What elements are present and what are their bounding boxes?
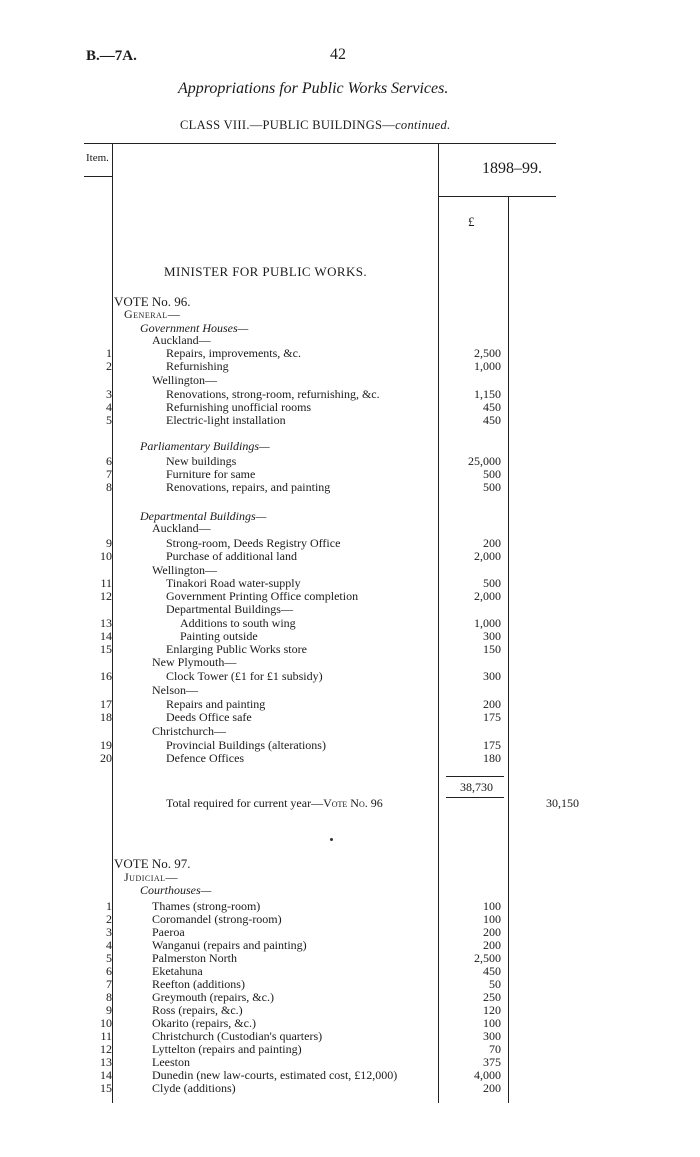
- item-amount: 450: [483, 964, 501, 978]
- vote96-row: [0, 414, 700, 427]
- item-amount: 200: [483, 536, 501, 550]
- vote96-row: [0, 550, 700, 563]
- item-number: 8: [106, 480, 112, 494]
- vote97-row: [0, 1082, 700, 1095]
- item-description: New buildings: [166, 454, 237, 468]
- item-description: Refurnishing unofficial rooms: [166, 400, 312, 414]
- item-description: Dunedin (new law-courts, estimated cost, £12,000): [152, 1068, 398, 1082]
- running-title: Appropriations for Public Works Services.: [178, 80, 449, 97]
- item-description: Okarito (repairs, &c.): [152, 1016, 256, 1030]
- item-description: Defence Offices: [166, 751, 245, 765]
- item-number: 17: [100, 697, 112, 711]
- item-number: 13: [100, 1055, 112, 1069]
- vote96-row: [0, 401, 700, 414]
- item-amount: 500: [483, 467, 501, 481]
- item-number: 1: [106, 899, 112, 913]
- item-description: Repairs and painting: [166, 697, 266, 711]
- item-description: Electric-light installation: [166, 413, 286, 427]
- item-description: Tinakori Road water-supply: [166, 576, 301, 590]
- item-amount: 200: [483, 697, 501, 711]
- vote96-section: General—: [124, 307, 181, 321]
- item-description: Coromandel (strong-room): [152, 912, 282, 926]
- vote96-row: [0, 455, 700, 468]
- vote96-row: [0, 670, 700, 683]
- item-amount: 2,000: [474, 589, 501, 603]
- item-description: Additions to south wing: [180, 616, 296, 630]
- item-description: Renovations, repairs, and painting: [166, 480, 331, 494]
- item-description: Greymouth (repairs, &c.): [152, 990, 274, 1004]
- group-auckland: Auckland—: [152, 333, 211, 347]
- item-number: 9: [106, 1003, 112, 1017]
- item-description: Enlarging Public Works store: [166, 642, 307, 656]
- item-description: Government Printing Office completion: [166, 589, 359, 603]
- item-description: Christchurch (Custodian's quarters): [152, 1029, 323, 1043]
- minister-heading: MINISTER FOR PUBLIC WORKS.: [164, 264, 368, 279]
- item-amount: 300: [483, 1029, 501, 1043]
- vote96-row: [0, 347, 700, 360]
- vote97-row: [0, 900, 700, 913]
- item-amount: 500: [483, 480, 501, 494]
- vote96-row: [0, 468, 700, 481]
- item-number: 12: [100, 589, 112, 603]
- item-description: Palmerston North: [152, 951, 237, 965]
- vote97-row: [0, 913, 700, 926]
- vote96-total-amount: 30,150: [546, 796, 579, 810]
- group-nelson: Nelson—: [152, 683, 198, 697]
- item-description: Paeroa: [152, 925, 185, 939]
- vote96-sum: 38,730: [460, 780, 493, 794]
- item-number: 7: [106, 977, 112, 991]
- vote96-row: [0, 388, 700, 401]
- group-courthouses: Courthouses—: [140, 883, 212, 897]
- group-departmental-buildings: Departmental Buildings—: [140, 509, 267, 523]
- item-number: 6: [106, 454, 112, 468]
- item-number: 3: [106, 925, 112, 939]
- item-column-header: Item.: [86, 152, 109, 164]
- item-number: 4: [106, 938, 112, 952]
- item-number: 7: [106, 467, 112, 481]
- vote97-row: [0, 991, 700, 1004]
- vote96-title: VOTE No. 96.: [114, 294, 191, 309]
- item-amount: 120: [483, 1003, 501, 1017]
- item-description: Painting outside: [180, 629, 258, 643]
- year-head-rule: [438, 196, 556, 197]
- item-amount: 4,000: [474, 1068, 501, 1082]
- item-amount: 25,000: [468, 454, 501, 468]
- group-christchurch: Christchurch—: [152, 724, 226, 738]
- vote97-row: [0, 926, 700, 939]
- item-number: 10: [100, 1016, 112, 1030]
- vote97-row: [0, 965, 700, 978]
- item-number: 14: [100, 629, 112, 643]
- item-description: Strong-room, Deeds Registry Office: [166, 536, 341, 550]
- vote97-row: [0, 952, 700, 965]
- item-amount: 300: [483, 669, 501, 683]
- item-amount: 175: [483, 710, 501, 724]
- item-amount: 1,150: [474, 387, 501, 401]
- vote96-row: [0, 643, 700, 656]
- vote97-title: VOTE No. 97.: [114, 856, 191, 871]
- item-number: 14: [100, 1068, 112, 1082]
- item-amount: 70: [489, 1042, 501, 1056]
- vote96-row: [0, 752, 700, 765]
- item-number: 15: [100, 642, 112, 656]
- group-wellington-2: Wellington—: [152, 563, 218, 577]
- item-description: Ross (repairs, &c.): [152, 1003, 243, 1017]
- item-description: Clock Tower (£1 for £1 subsidy): [166, 669, 323, 683]
- item-amount: 200: [483, 938, 501, 952]
- item-number: 3: [106, 387, 112, 401]
- item-number: 15: [100, 1081, 112, 1095]
- item-amount: 175: [483, 738, 501, 752]
- item-number: 9: [106, 536, 112, 550]
- sum-rule-top: [446, 776, 504, 777]
- table-top-rule: [84, 143, 556, 144]
- sum-rule-bottom: [446, 797, 504, 798]
- item-number: 8: [106, 990, 112, 1004]
- item-number: 12: [100, 1042, 112, 1056]
- item-amount: 100: [483, 912, 501, 926]
- item-number: 10: [100, 549, 112, 563]
- item-amount: 2,500: [474, 951, 501, 965]
- item-amount: 150: [483, 642, 501, 656]
- item-amount: 200: [483, 925, 501, 939]
- vote96-row: [0, 711, 700, 724]
- item-number: 20: [100, 751, 112, 765]
- item-amount: 200: [483, 1081, 501, 1095]
- item-description: Deeds Office safe: [166, 710, 252, 724]
- group-departmental-sub: Departmental Buildings—: [166, 602, 293, 616]
- class-heading: [180, 118, 451, 133]
- item-number: 16: [100, 669, 112, 683]
- item-number: 2: [106, 912, 112, 926]
- currency-symbol: £: [468, 214, 475, 229]
- item-number: 5: [106, 951, 112, 965]
- item-description: Thames (strong-room): [152, 899, 261, 913]
- item-number: 2: [106, 359, 112, 373]
- item-amount: 500: [483, 576, 501, 590]
- vote96-row: [0, 590, 700, 603]
- item-amount: 450: [483, 400, 501, 414]
- group-auckland-2: Auckland—: [152, 521, 211, 535]
- vote97-row: [0, 978, 700, 991]
- item-number: 11: [100, 576, 112, 590]
- item-number: 19: [100, 738, 112, 752]
- item-description: Eketahuna: [152, 964, 203, 978]
- item-number: 1: [106, 346, 112, 360]
- item-head-rule: [84, 176, 112, 177]
- item-number: 5: [106, 413, 112, 427]
- item-number: 13: [100, 616, 112, 630]
- group-parliamentary-buildings: Parliamentary Buildings—: [140, 439, 270, 453]
- item-number: 11: [100, 1029, 112, 1043]
- group-government-houses: Government Houses—: [140, 321, 249, 335]
- page-number: 42: [330, 46, 346, 63]
- page-code: B.—7A.: [86, 48, 137, 64]
- item-amount: 300: [483, 629, 501, 643]
- total-label-vote: Vote No. 96: [323, 796, 383, 810]
- item-description: Clyde (additions): [152, 1081, 236, 1095]
- item-description: Wanganui (repairs and painting): [152, 938, 307, 952]
- vote96-row: [0, 360, 700, 373]
- item-number: 4: [106, 400, 112, 414]
- group-wellington: Wellington—: [152, 373, 218, 387]
- class-heading-continued: continued.: [395, 118, 451, 132]
- item-description: Purchase of additional land: [166, 549, 297, 563]
- item-amount: 50: [489, 977, 501, 991]
- item-amount: 1,000: [474, 616, 501, 630]
- item-amount: 100: [483, 899, 501, 913]
- item-description: Reefton (additions): [152, 977, 245, 991]
- item-description: Leeston: [152, 1055, 190, 1069]
- group-new-plymouth: New Plymouth—: [152, 655, 237, 669]
- class-heading-text: CLASS VIII.—PUBLIC BUILDINGS—: [180, 118, 396, 132]
- item-amount: 450: [483, 413, 501, 427]
- vote97-row: [0, 939, 700, 952]
- item-amount: 2,500: [474, 346, 501, 360]
- item-description: Refurnishing: [166, 359, 229, 373]
- vote96-row: [0, 481, 700, 494]
- item-number: 18: [100, 710, 112, 724]
- item-description: Lyttelton (repairs and painting): [152, 1042, 302, 1056]
- item-amount: 375: [483, 1055, 501, 1069]
- item-amount: 100: [483, 1016, 501, 1030]
- item-number: 6: [106, 964, 112, 978]
- item-amount: 2,000: [474, 549, 501, 563]
- vote96-total-label: [166, 796, 383, 811]
- year-column-header: 1898–99.: [482, 160, 542, 177]
- item-description: Provincial Buildings (alterations): [166, 738, 326, 752]
- item-description: Renovations, strong-room, refurnishing, &c.: [166, 387, 380, 401]
- item-description: Furniture for same: [166, 467, 256, 481]
- item-description: Repairs, improvements, &c.: [166, 346, 301, 360]
- item-amount: 1,000: [474, 359, 501, 373]
- stray-dot: [330, 838, 333, 841]
- item-amount: 250: [483, 990, 501, 1004]
- total-label-text: Total required for current year—: [166, 796, 324, 810]
- vote97-section: Judicial—: [124, 870, 179, 884]
- item-amount: 180: [483, 751, 501, 765]
